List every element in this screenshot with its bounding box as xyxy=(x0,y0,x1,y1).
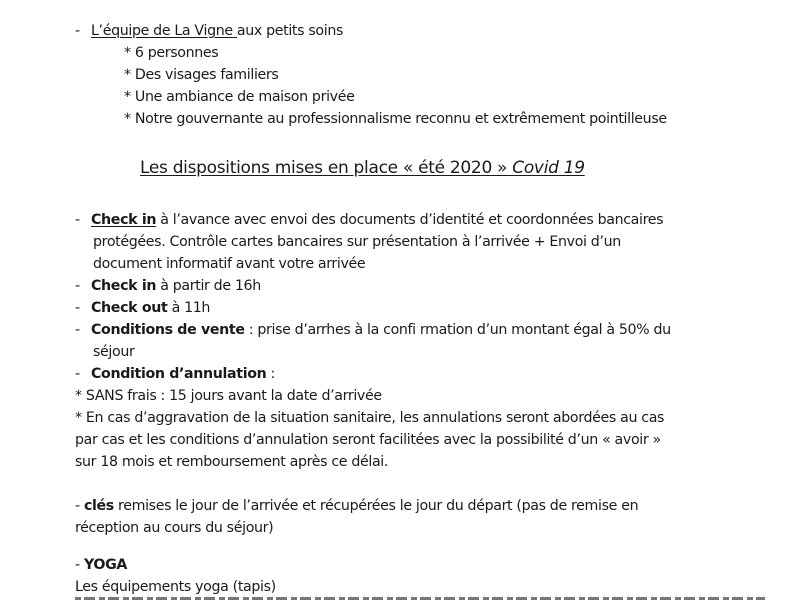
team-heading xyxy=(75,21,343,41)
sale-conditions-label: Conditions de vente xyxy=(91,322,245,338)
cancellation-item: * SANS frais : 15 jours avant la date d’arrivée xyxy=(75,388,382,404)
keys-paragraph xyxy=(75,496,638,516)
keys-line2: réception au cours du séjour) xyxy=(75,520,274,536)
yoga-heading xyxy=(75,555,127,575)
section-title-main: Les dispositions mises en place « été 2020 » xyxy=(140,158,513,178)
bullet-dash: - xyxy=(75,366,80,382)
team-item: * 6 personnes xyxy=(124,45,219,61)
sale-conditions-text: : prise d’arrhes à la confi rmation d’un montant égal à 50% du xyxy=(244,322,671,338)
cancellation-item-cont: sur 18 mois et remboursement après ce délai. xyxy=(75,454,389,470)
yoga-line1: Les équipements yoga (tapis) xyxy=(75,579,276,595)
sale-conditions-line2: séjour xyxy=(93,344,135,360)
keys-label: clés xyxy=(83,498,114,514)
team-heading-rest: aux petits soins xyxy=(236,23,343,39)
bullet-dash: - xyxy=(75,300,80,316)
yoga-prefix: - xyxy=(75,557,84,573)
bullet-dash: - xyxy=(75,278,80,294)
checkin-time-text: à partir de 16h xyxy=(156,278,261,294)
yoga-label: YOGA xyxy=(83,557,127,573)
checkout-label: Check out xyxy=(91,300,168,316)
disposition-cancellation xyxy=(75,364,275,384)
checkin-time-label: Check in xyxy=(91,278,157,294)
bullet-dash: - xyxy=(75,23,80,39)
checkin-label: Check in xyxy=(91,212,157,228)
checkin-advance-text: à l’avance avec envoi des documents d’identité et coordonnées bancaires xyxy=(156,212,664,228)
disposition-sale-conditions xyxy=(75,320,671,340)
keys-prefix: - xyxy=(75,498,84,514)
bullet-dash: - xyxy=(75,212,80,228)
keys-text: remises le jour de l’arrivée et récupérées le jour du départ (pas de remise en xyxy=(113,498,639,514)
team-heading-underlined: L’équipe de La Vigne xyxy=(91,23,237,39)
disposition-checkout-time xyxy=(75,298,210,318)
cancellation-item: * En cas d’aggravation de la situation sanitaire, les annulations seront abordées au cas xyxy=(75,410,665,426)
checkin-advance-line2: protégées. Contrôle cartes bancaires sur présentation à l’arrivée + Envoi d’un xyxy=(93,234,621,250)
cancellation-item-cont: par cas et les conditions d’annulation seront facilitées avec la possibilité d’un « avoir » xyxy=(75,432,661,448)
team-item: * Des visages familiers xyxy=(124,67,279,83)
disposition-checkin-advance xyxy=(75,210,663,230)
cancellation-label: Condition d’annulation xyxy=(91,366,267,382)
section-title-italic: Covid 19 xyxy=(512,158,585,178)
cancellation-suffix: : xyxy=(266,366,275,382)
bullet-dash: - xyxy=(75,322,80,338)
team-item: * Une ambiance de maison privée xyxy=(124,89,355,105)
disposition-checkin-time xyxy=(75,276,261,296)
checkin-advance-line3: document informatif avant votre arrivée xyxy=(93,256,366,272)
team-item: * Notre gouvernante au professionnalisme reconnu et extrêmement pointilleuse xyxy=(124,111,667,127)
section-title xyxy=(140,158,585,178)
checkout-text: à 11h xyxy=(167,300,211,316)
